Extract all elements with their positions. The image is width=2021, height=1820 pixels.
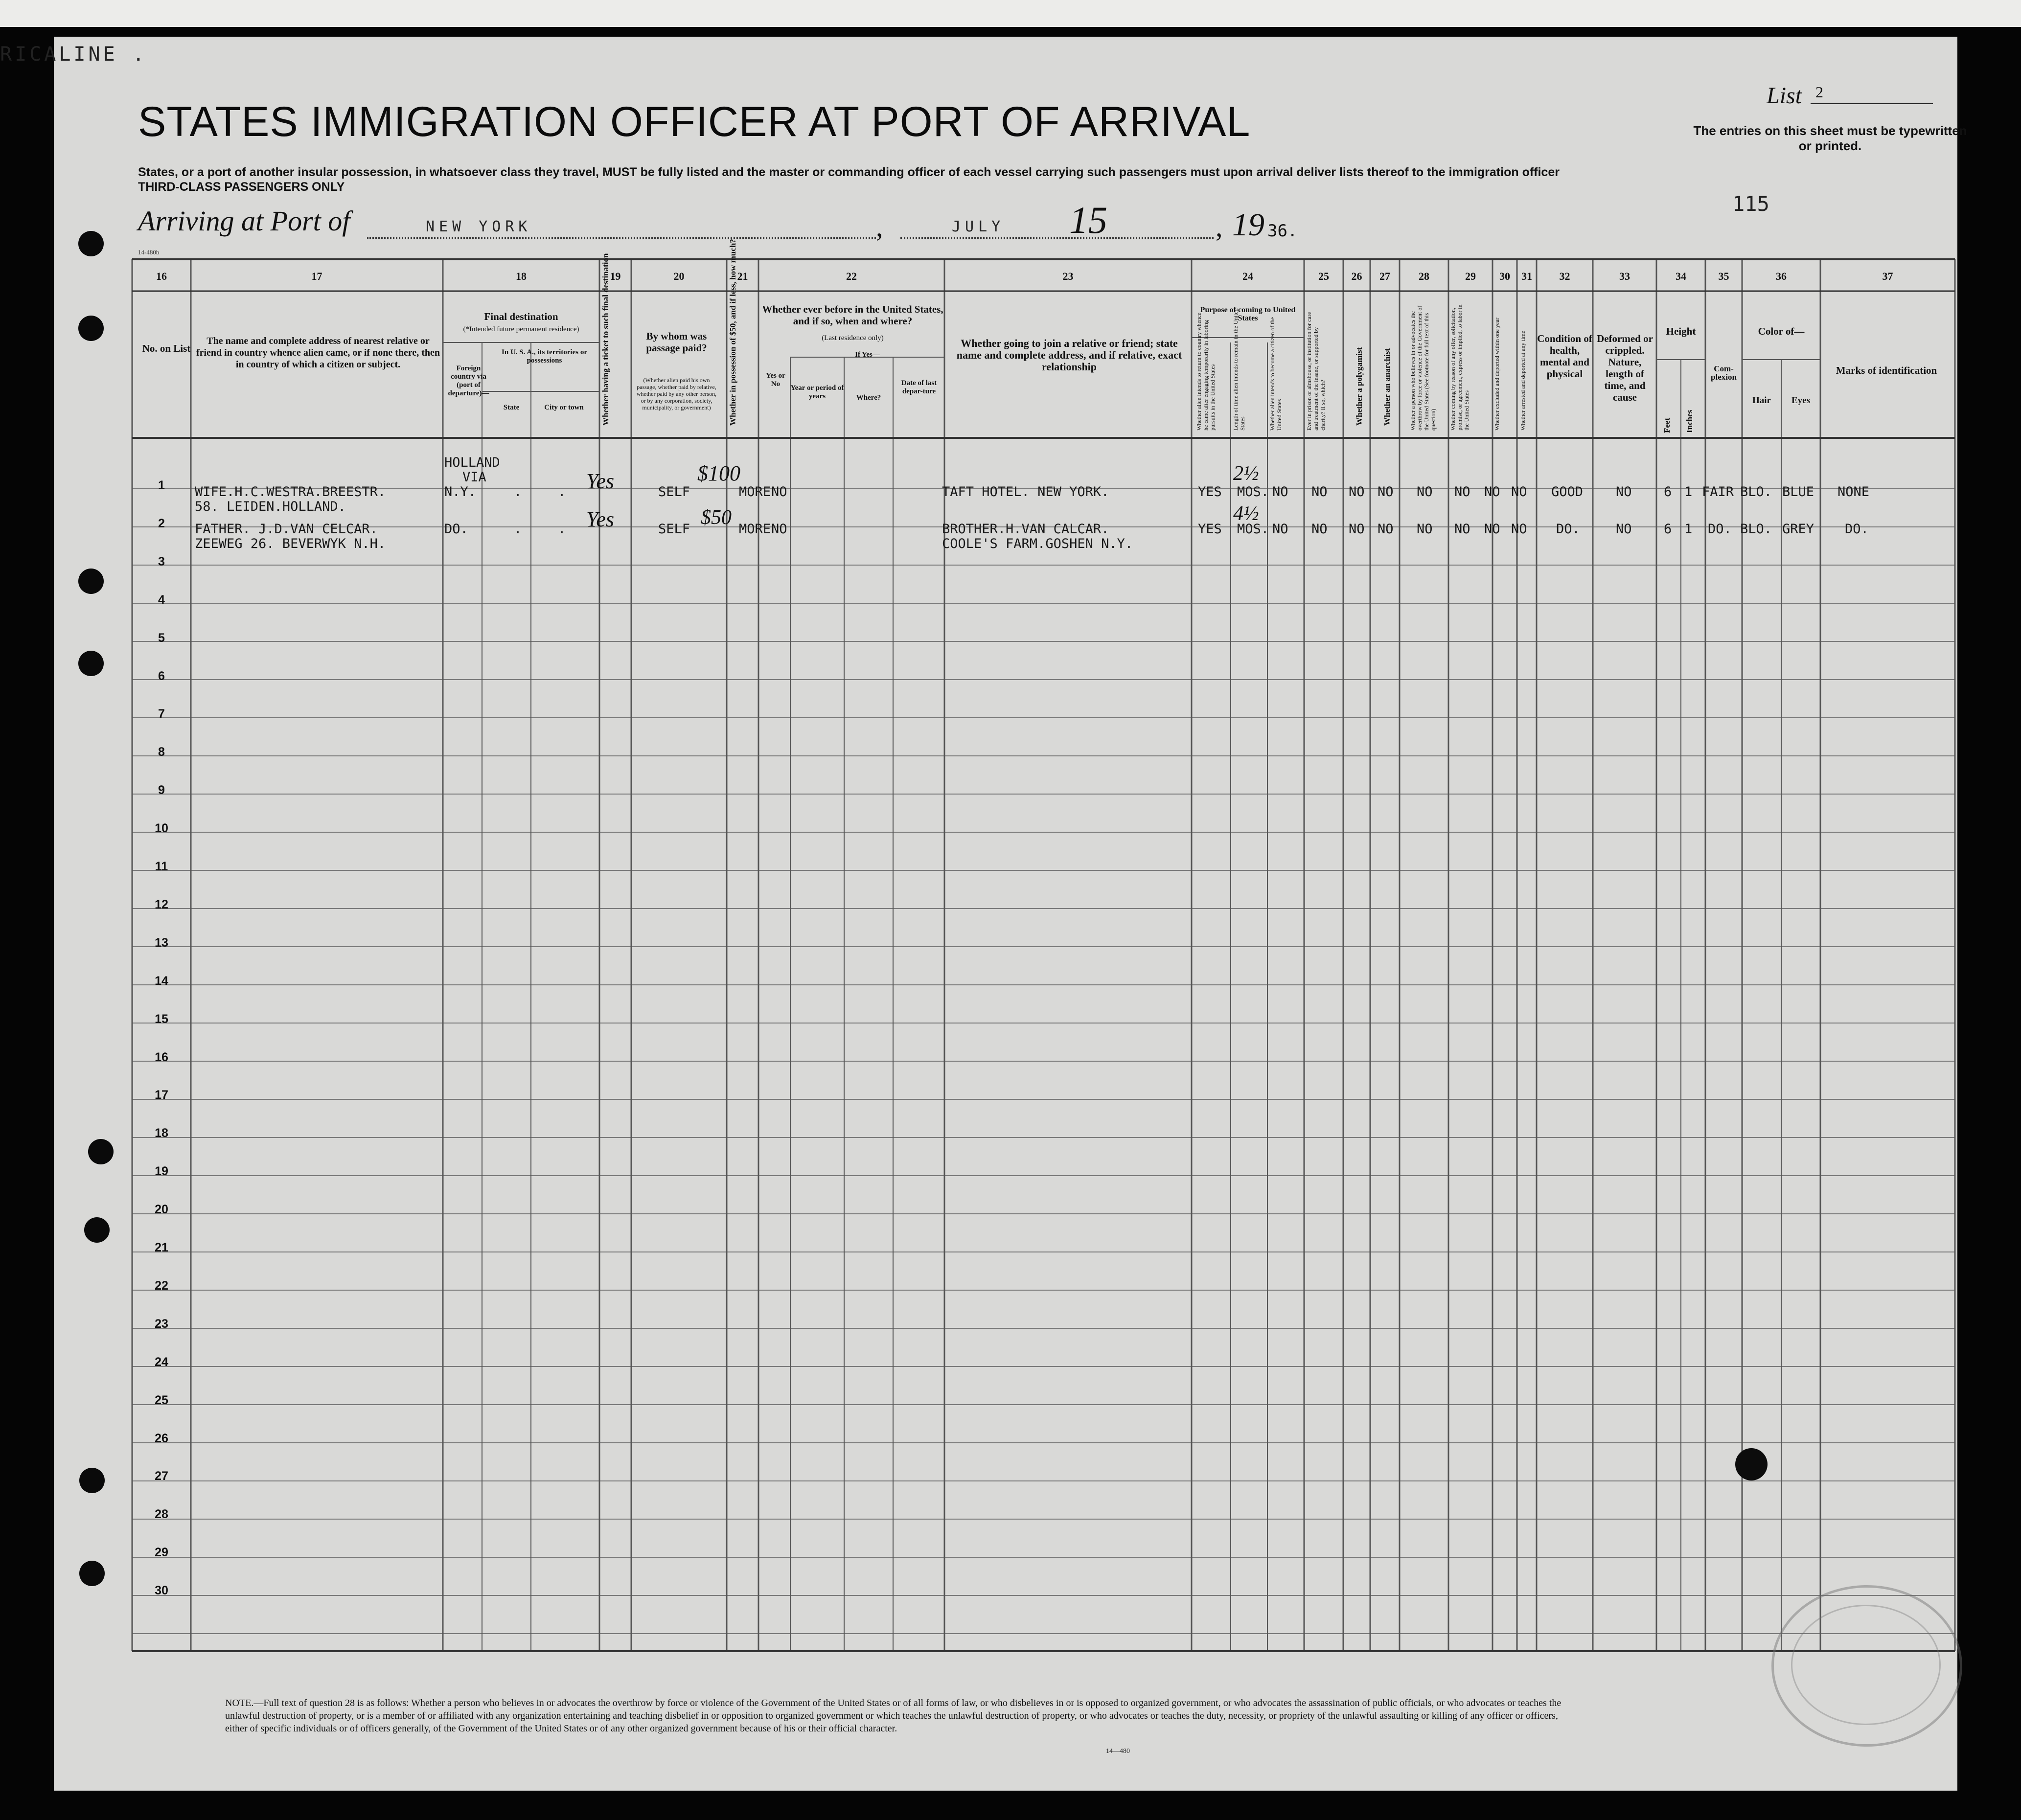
entry1-health: GOOD — [1551, 484, 1584, 500]
entry1-feet: 6 — [1664, 484, 1672, 500]
entry2-before-us: NO — [771, 522, 787, 537]
column-number: 24 — [1242, 270, 1253, 282]
entry1-foreign-line2: VIA — [462, 470, 486, 485]
footnote-form-code: 14—480 — [1106, 1748, 1130, 1755]
entry2-foreign-line1: DO. — [444, 522, 468, 537]
column-number: 19 — [610, 270, 621, 282]
entry1-paid-by: SELF — [658, 484, 690, 500]
entry2-anarchist: NO — [1378, 522, 1394, 537]
column-number: 36 — [1776, 270, 1787, 282]
entry2-inches: 1 — [1684, 522, 1693, 537]
row-number: 7 — [158, 707, 165, 721]
binder-hole — [78, 231, 104, 256]
row-number: 1 — [158, 478, 165, 492]
entry1-state: . — [514, 484, 522, 500]
column-number: 16 — [156, 270, 167, 282]
row-number: 22 — [155, 1278, 168, 1293]
entry2-length: 4½ — [1233, 502, 1259, 525]
entry2-prison: NO — [1311, 522, 1328, 537]
col18-usa: In U. S. A., its territories or possessions — [502, 348, 587, 364]
column-number: 29 — [1465, 270, 1476, 282]
list-note: The entries on this sheet must be typewritten or printed. — [1693, 123, 1967, 153]
entry2-feet: 6 — [1664, 522, 1672, 537]
col22-ifyes: If Yes— — [855, 351, 880, 359]
entry1-money: $100 — [697, 461, 740, 485]
col19-header: Whether having a ticket to such final destination — [601, 253, 610, 426]
entry2-joining-line2: COOLE'S FARM.GOSHEN N.Y. — [942, 536, 1133, 551]
entry2-paid-by: SELF — [658, 522, 690, 537]
entry2-citizen: NO — [1272, 522, 1288, 537]
entry2-excluded: NO — [1484, 522, 1500, 537]
entry1-prison: NO — [1311, 484, 1328, 500]
column-number: 28 — [1419, 270, 1429, 282]
col20-title: By whom was passage paid? — [646, 330, 707, 354]
row-number: 30 — [155, 1584, 168, 1598]
col17-header: The name and complete address of nearest relative or friend in country whence alien came, or if none there, then in country of which a citizen or subject. — [196, 336, 440, 370]
entry2-joining-line1: BROTHER.H.VAN CALCAR. — [942, 522, 1109, 537]
entry1-deformed: NO — [1616, 484, 1632, 500]
row-number: 19 — [155, 1164, 168, 1179]
entry1-joining-line1: TAFT HOTEL. NEW YORK. — [942, 484, 1109, 500]
col18-city: City or town — [544, 404, 584, 411]
entry1-citizen: NO — [1272, 484, 1288, 500]
clipped-header-text: RICALINE . — [0, 43, 147, 66]
col34-inches: Inches — [1685, 410, 1694, 433]
binder-hole — [88, 1139, 114, 1164]
row-number: 4 — [158, 592, 165, 607]
row-number: 26 — [155, 1431, 168, 1445]
col22-title: Whether ever before in the United States, and if so, when and where? — [762, 303, 943, 327]
row-number: 3 — [158, 554, 165, 569]
column-number: 37 — [1882, 270, 1893, 282]
column-number: 34 — [1676, 270, 1686, 282]
passenger-class: THIRD-CLASS PASSENGERS ONLY — [138, 180, 345, 194]
row-number: 10 — [155, 821, 168, 836]
row-number: 9 — [158, 783, 165, 797]
row-number: 18 — [155, 1126, 168, 1140]
entry2-offer: NO — [1454, 522, 1470, 537]
entry1-before-us: NO — [771, 484, 787, 500]
row-number: 28 — [155, 1507, 168, 1522]
entry2-relative-line2: ZEEWEG 26. BEVERWYK N.H. — [195, 536, 386, 551]
entry2-return: YES — [1198, 522, 1222, 537]
binder-hole — [78, 569, 104, 594]
col26-header: Whether a polygamist — [1355, 347, 1364, 426]
arrival-day: 15 — [1069, 199, 1107, 241]
row-number: 14 — [155, 974, 168, 988]
col28-header: Whether a person who believes in or advocates the overthrow by force or violence of the Government of the United States (See footnote for full text of this question) — [1409, 305, 1437, 431]
row-number: 23 — [155, 1317, 168, 1331]
col31-header: Whether arrested and deported at any time — [1519, 331, 1526, 431]
column-number: 31 — [1521, 270, 1532, 282]
row-number: 12 — [155, 897, 168, 911]
col18-state: State — [503, 404, 520, 411]
entry2-city: . — [558, 522, 566, 537]
entry2-hair: BLO. — [1740, 522, 1772, 537]
list-number: 2 — [1815, 83, 1823, 101]
binder-hole — [79, 1468, 105, 1493]
entry2-length-unit: MOS. — [1237, 522, 1269, 537]
row-number: 29 — [155, 1546, 168, 1560]
col27-header: Whether an anarchist — [1382, 348, 1392, 426]
col34-title: Height — [1666, 325, 1696, 337]
entry2-state: . — [514, 522, 522, 537]
col18-title: Final destination — [484, 311, 558, 322]
entry1-eyes: BLUE — [1782, 484, 1814, 500]
entry1-overthrow: NO — [1417, 484, 1433, 500]
entry1-inches: 1 — [1684, 484, 1693, 500]
entry2-ticket: Yes — [586, 507, 615, 531]
col18-foreign: Foreign country via (port of departure)— — [448, 364, 489, 397]
row-number: 20 — [155, 1203, 168, 1217]
col36-hair: Hair — [1752, 395, 1771, 406]
entry2-eyes: GREY — [1782, 522, 1814, 537]
entry2-relative-line1: FATHER. J.D.VAN CELCAR. — [195, 522, 378, 537]
arriving-label: Arriving at Port of — [138, 205, 350, 237]
entry1-ticket: Yes — [586, 469, 615, 493]
arrival-port: NEW YORK — [426, 218, 532, 235]
row-number: 2 — [158, 516, 165, 530]
entry2-money-extra: MORE — [739, 522, 771, 537]
col20-note: (Whether alien paid his own passage, whether paid by relative, whether paid by any other person, or by any corporation, society, municipality, or government) — [636, 377, 717, 411]
binder-hole — [84, 1217, 110, 1243]
entry2-health: DO. — [1556, 522, 1580, 537]
entry1-arrested: NO — [1511, 484, 1527, 500]
comma: , — [1216, 211, 1223, 243]
col22-year: Year or period of years — [790, 384, 844, 400]
col24-return: Whether alien intends to return to country whence he came after engaging temporarily in laboring pursuits in the United States — [1195, 313, 1216, 431]
col33-header: Deformed or crippled. Nature, length of time, and cause — [1597, 333, 1653, 403]
row-number: 5 — [158, 631, 165, 645]
entry2-arrested: NO — [1511, 522, 1527, 537]
list-label: List — [1767, 83, 1802, 109]
entry1-length: 2½ — [1233, 462, 1259, 485]
column-number: 32 — [1559, 270, 1570, 282]
page-title: STATES IMMIGRATION OFFICER AT PORT OF ARRIVAL — [138, 98, 1251, 145]
entry1-return: YES — [1198, 484, 1222, 500]
column-number: 18 — [516, 270, 527, 282]
column-number: 21 — [737, 270, 748, 282]
comma: , — [876, 211, 883, 243]
entry2-marks: DO. — [1845, 522, 1869, 537]
col24-citizen: Whether alien intends to become a citizen of the United States — [1269, 317, 1283, 431]
entry1-foreign-line1: HOLLAND — [444, 455, 500, 470]
column-number: 23 — [1062, 270, 1074, 282]
column-number: 30 — [1499, 270, 1510, 282]
footnote: NOTE.—Full text of question 28 is as follows: Whether a person who believes in or advocates the overthrow by force or violence of the Government of the United States or of all forms of law, or who disbelieves in or is opposed to organized government, or who advocates the assassination of public officials, or who advocates or teaches the unlawful destruction of property, or is a member of or affiliated with any organization entertaining and teaching disbelief in or opposition to organized government or which teaches the unlawful destruction of property, or who advocates or teaches the duty, necessity, or propriety of the unlawful assaulting or killing of any officer or officers, either of specific individuals or of officers generally, of the Government of the United States or of any other organized government because of his or their official character. — [225, 1698, 1562, 1734]
entry1-relative-line2: 58. LEIDEN.HOLLAND. — [195, 499, 346, 514]
entry1-money-extra: MORE — [739, 484, 771, 500]
column-number: 17 — [311, 270, 322, 282]
sheet-number: 115 — [1732, 192, 1769, 216]
col35-header: Com-plexion — [1711, 364, 1737, 382]
entry2-complexion: DO. — [1708, 522, 1732, 537]
column-number: 33 — [1619, 270, 1630, 282]
entry1-foreign-line3: N.Y. — [444, 484, 477, 500]
year-suffix: 36. — [1267, 221, 1298, 241]
column-number: 20 — [673, 270, 685, 282]
row-number: 25 — [155, 1393, 168, 1407]
entry1-hair: BLO. — [1740, 484, 1772, 500]
col24-length: Length of time alien intends to remain in the United States — [1232, 308, 1246, 431]
arrival-month: JULY — [952, 218, 1005, 235]
row-number: 13 — [155, 935, 168, 950]
col22-where: Where? — [856, 394, 881, 402]
entry1-length-unit: MOS. — [1237, 484, 1269, 500]
entry1-anarchist: NO — [1378, 484, 1394, 500]
col23-header: Whether going to join a relative or friend; state name and complete address, and if relative, exact relationship — [956, 337, 1182, 373]
binder-hole — [78, 651, 104, 676]
seal-stamp-inner — [1791, 1605, 1941, 1725]
col24-title: Purpose of coming to United States — [1200, 306, 1296, 322]
col36-title: Color of— — [1758, 325, 1805, 337]
entry1-city: . — [558, 484, 566, 500]
entry2-money: $50 — [701, 506, 732, 529]
col36-eyes: Eyes — [1791, 395, 1810, 406]
entry1-marks: NONE — [1837, 484, 1870, 500]
row-number: 17 — [155, 1088, 168, 1102]
row-number: 27 — [155, 1469, 168, 1483]
col29-header: Whether coming by reason of any offer, solicitation, promise, or agreement, express or implied, to labor in the United States — [1449, 304, 1470, 431]
col32-header: Condition of health, mental and physical — [1537, 333, 1592, 380]
column-number: 22 — [846, 270, 857, 282]
col22-note: (Last residence only) — [822, 334, 884, 342]
row-number: 16 — [155, 1050, 168, 1064]
entry2-overthrow: NO — [1417, 522, 1433, 537]
col21-header: Whether in possession of $50, and if less, how much? — [728, 239, 737, 426]
row-number: 6 — [158, 669, 165, 683]
row-number: 24 — [155, 1355, 168, 1369]
binder-hole — [79, 1561, 105, 1586]
column-number: 25 — [1318, 270, 1329, 282]
col30-header: Whether excluded and deported within one year — [1493, 318, 1500, 431]
form-code: 14-480b — [138, 249, 160, 256]
col22-date: Date of last depar-ture — [901, 379, 937, 395]
entry1-complexion: FAIR — [1702, 484, 1734, 500]
column-number: 27 — [1379, 270, 1390, 282]
entry2-polygamist: NO — [1349, 522, 1365, 537]
entry1-excluded: NO — [1484, 484, 1500, 500]
column-number: 35 — [1718, 270, 1729, 282]
row-number: 21 — [155, 1241, 168, 1254]
col34-feet: Feet — [1662, 417, 1672, 433]
ink-blot — [1735, 1448, 1768, 1480]
entry1-offer: NO — [1454, 484, 1470, 500]
page-subtitle: States, or a port of another insular possession, in whatsoever class they travel, MUST be fully listed and the master or commanding officer of each vessel carrying such passengers must upon arrival deliver lists thereof to the immigration officer — [138, 165, 1560, 179]
col37-header: Marks of identification — [1836, 364, 1937, 376]
row-number: 11 — [155, 860, 168, 873]
entry1-relative-line1: WIFE.H.C.WESTRA.BREESTR. — [195, 484, 386, 500]
col22-yesno: Yes or No — [766, 372, 785, 388]
year-prefix: 19 — [1232, 207, 1264, 243]
col18-note: (*Intended future permanent residence) — [463, 325, 579, 333]
column-number: 26 — [1351, 270, 1362, 282]
col16-header: No. on List — [142, 342, 191, 354]
entry1-polygamist: NO — [1349, 484, 1365, 500]
col25-header: Ever in prison or almshouse, or institution for care and treatment of the insane, or supported by charity? If so, which? — [1306, 312, 1326, 431]
row-number: 15 — [155, 1012, 168, 1026]
binder-hole — [78, 316, 104, 341]
entry2-deformed: NO — [1616, 522, 1632, 537]
row-number: 8 — [158, 745, 165, 759]
